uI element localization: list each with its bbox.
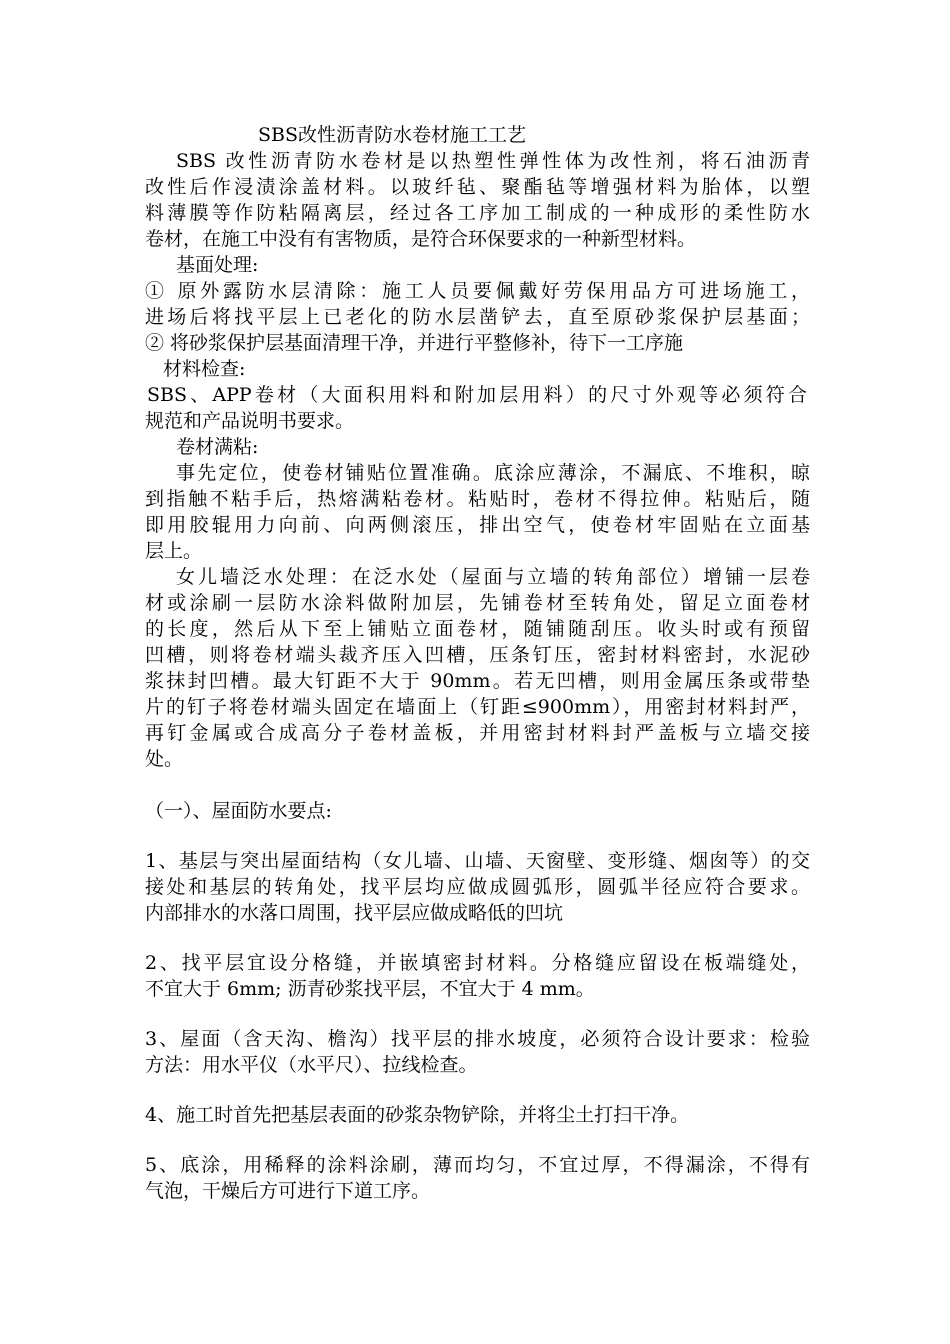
parapet-line: 再钉金属或合成高分子卷材盖板，并用密封材料封严盖板与立墙交接 [145,722,810,744]
base-treatment-item: ② 将砂浆保护层基面清理干净，并进行平整修补，待下一工序施 [145,332,684,354]
parapet-line: 女儿墙泛水处理：在泛水处（屋面与立墙的转角部位）增铺一层卷 [176,566,810,588]
point-1-line: 接处和基层的转角处，找平层均应做成圆弧形，圆弧半径应符合要求。 [145,876,810,898]
parapet-line: 浆抹封凹槽。最大钉距不大于 90mm。若无凹槽，则用金属压条或带垫 [145,670,810,692]
intro-line: 料薄膜等作防粘隔离层，经过各工序加工制成的一种成形的柔性防水 [145,202,810,224]
point-3-line: 方法：用水平仪（水平尺）、拉线检查。 [145,1054,478,1076]
parapet-line: 材或涂刷一层防水涂料做附加层，先铺卷材至转角处，留足立面卷材 [145,592,810,614]
full-stick-line: 即用胶辊用力向前、向两侧滚压，排出空气，使卷材牢固贴在立面基 [145,514,810,536]
parapet-line: 片的钉子将卷材端头固定在墙面上（钉距≤900mm），用密封材料封严， [145,696,810,718]
parapet-line: 凹槽，则将卷材端头裁齐压入凹槽，压条钉压，密封材料密封，水泥砂 [145,644,810,666]
full-stick-line: 事先定位，使卷材铺贴位置准确。底涂应薄涂，不漏底、不堆积，晾 [176,462,810,484]
section-heading: （一）、屋面防水要点: [145,800,332,822]
point-1-line: 内部排水的水落口周围，找平层应做成略低的凹坑 [145,902,564,924]
material-check-heading: 材料检查: [163,358,246,380]
parapet-line: 处。 [145,748,184,770]
point-5-line: 气泡，干燥后方可进行下道工序。 [145,1180,431,1202]
point-4-line: 4、施工时首先把基层表面的砂浆杂物铲除，并将尘土打扫干净。 [145,1104,690,1126]
full-stick-heading: 卷材满粘: [176,436,259,458]
point-5-line: 5、底涂，用稀释的涂料涂刷，薄而均匀，不宜过厚，不得漏涂，不得有 [145,1154,810,1176]
material-check-line: 规范和产品说明书要求。 [145,410,355,432]
point-2-line: 不宜大于 6mm; 沥青砂浆找平层，不宜大于 4 mm。 [145,978,595,1000]
base-treatment-item: ① 原外露防水层清除：施工人员要佩戴好劳保用品方可进场施工， [145,280,810,302]
document-title: SBS改性沥青防水卷材施工工艺 [258,124,526,146]
base-treatment-item: 进场后将找平层上已老化的防水层凿铲去，直至原砂浆保护层基面； [145,306,810,328]
material-check-line: SBS、APP卷材（大面积用料和附加层用料）的尺寸外观等必须符合 [147,384,807,406]
point-2-line: 2、找平层宜设分格缝，并嵌填密封材料。分格缝应留设在板端缝处， [145,952,810,974]
full-stick-line: 层上。 [145,540,203,562]
point-1-line: 1、基层与突出屋面结构（女儿墙、山墙、天窗壁、变形缝、烟囱等）的交 [145,850,810,872]
intro-line: 改性后作浸渍涂盖材料。以玻纤毡、聚酯毡等增强材料为胎体，以塑 [145,176,810,198]
parapet-line: 的长度，然后从下至上铺贴立面卷材，随铺随刮压。收头时或有预留 [145,618,810,640]
intro-line: SBS 改性沥青防水卷材是以热塑性弹性体为改性剂，将石油沥青 [176,150,810,172]
base-treatment-heading: 基面处理: [176,254,259,276]
intro-line: 卷材，在施工中没有有害物质，是符合环保要求的一种新型材料。 [145,228,697,250]
point-3-line: 3、屋面（含天沟、檐沟）找平层的排水坡度，必须符合设计要求：检验 [145,1028,810,1050]
full-stick-line: 到指触不粘手后，热熔满粘卷材。粘贴时，卷材不得拉伸。粘贴后，随 [145,488,810,510]
